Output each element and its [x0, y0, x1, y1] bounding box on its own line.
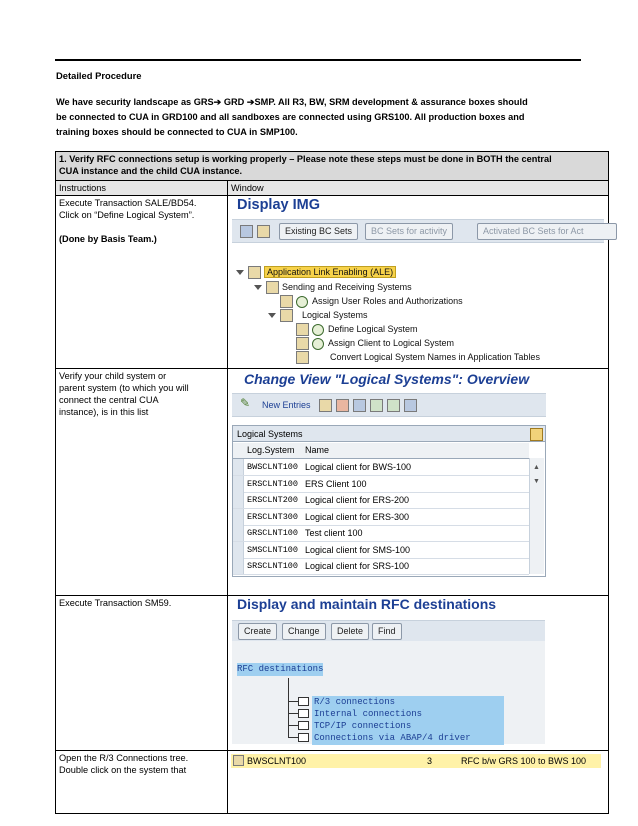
tree-node-convert-names[interactable]: [296, 351, 540, 364]
select-all-icon[interactable]: [370, 399, 383, 412]
window-cell-display-img: [228, 196, 609, 369]
document-icon: [266, 281, 279, 294]
rfc-entry-panel: [228, 751, 608, 811]
document-icon: [296, 337, 309, 350]
instruction-cell: [56, 369, 228, 596]
define-logical-system-label: Define Logical System: [328, 324, 418, 334]
procedure-table: [55, 151, 609, 814]
grid-scrollbar[interactable]: [529, 458, 544, 574]
section-title-line-2: CUA instance and the child CUA instance.: [59, 166, 243, 176]
document-icon: [296, 351, 309, 364]
log-system-cell: ERSCLNT100: [247, 478, 299, 489]
expand-icon[interactable]: [236, 270, 244, 275]
intro-line-2: be connected to CUA in GRD100 and all sandboxes are connected using GRS100. All production boxes and: [56, 112, 525, 122]
rfc-node-label: Internal connections: [312, 708, 504, 721]
table-row[interactable]: [233, 509, 529, 526]
name-cell: Logical client for SRS-100: [305, 561, 410, 571]
log-system-cell: GRSCLNT100: [247, 528, 299, 538]
tree-branch: [288, 725, 298, 726]
rfc-toolbar: [232, 620, 545, 643]
document-icon: [248, 266, 261, 279]
execute-clock-icon[interactable]: [312, 324, 324, 336]
new-entries-button[interactable]: New Entries: [262, 400, 311, 410]
tree-node-assign-roles[interactable]: [280, 295, 463, 308]
instruction-cell: [56, 596, 228, 751]
row-selector[interactable]: [233, 492, 244, 508]
name-cell: Logical client for BWS-100: [305, 462, 412, 472]
bc-sets-activity-button[interactable]: [365, 223, 453, 240]
name-cell: Test client 100: [305, 528, 363, 538]
instruction-cell: [56, 196, 228, 369]
log-system-cell: ERSCLNT300: [247, 511, 299, 522]
row-selector[interactable]: [233, 459, 244, 475]
page-heading: Detailed Procedure: [56, 70, 142, 81]
display-img-toolbar: [232, 219, 604, 243]
window-cell-logical-systems: [228, 369, 609, 596]
instruction-text: Double click on the system that: [59, 765, 187, 775]
instruction-cell: [56, 751, 228, 814]
table-row[interactable]: [233, 525, 529, 542]
copy-icon[interactable]: [319, 399, 332, 412]
expand-icon[interactable]: [268, 313, 276, 318]
log-system-cell: ERSCLNT200: [247, 495, 299, 505]
intro-line-3: training boxes should be connected to CUA in SMP100.: [56, 127, 298, 137]
folder-icon[interactable]: [298, 721, 309, 730]
rfc-node-label: TCP/IP connections: [312, 720, 504, 733]
folder-icon[interactable]: [298, 709, 309, 718]
tree-branch: [288, 737, 298, 738]
row-selector[interactable]: [233, 509, 244, 525]
execute-clock-icon[interactable]: [296, 296, 308, 308]
rfc-panel: [228, 596, 608, 748]
sending-node-label: Sending and Receiving Systems: [282, 282, 412, 292]
change-button[interactable]: Change: [282, 623, 326, 640]
table-row[interactable]: [233, 476, 529, 493]
rfc-node-label: R/3 connections: [312, 696, 504, 709]
activated-bc-sets-label: Activated BC Sets for Act: [483, 226, 584, 236]
instruction-text: Open the R/3 Connections tree.: [59, 753, 189, 763]
window-cell-rfc-entry: [228, 751, 609, 814]
instruction-text: Click on “Define Logical System”.: [59, 210, 195, 220]
instruction-note: (Done by Basis Team.): [59, 234, 157, 244]
column-header-window: Window: [228, 181, 609, 196]
row-selector[interactable]: [233, 525, 244, 541]
assign-client-label: Assign Client to Logical System: [328, 338, 455, 348]
rfc-root-node[interactable]: RFC destinations: [237, 664, 324, 674]
section-title-line-1: 1. Verify RFC connections setup is working properly – Please note these steps must be done in BOTH the central: [59, 154, 552, 164]
tree-node-logical-systems[interactable]: [268, 309, 368, 322]
name-cell: Logical client for SMS-100: [305, 544, 411, 555]
deselect-icon[interactable]: [404, 399, 417, 412]
existing-bc-sets-button[interactable]: Existing BC Sets: [279, 223, 358, 240]
log-system-cell: SRSCLNT100: [247, 561, 299, 571]
row-selector[interactable]: [233, 542, 244, 558]
save-icon[interactable]: [336, 399, 349, 412]
rfc-title: Display and maintain RFC destinations: [237, 596, 497, 612]
rfc-entry-row[interactable]: [231, 754, 601, 768]
logical-systems-panel: [228, 369, 608, 593]
row-selector[interactable]: [233, 558, 244, 574]
table-row[interactable]: [233, 558, 529, 575]
rfc-tree-node[interactable]: [288, 732, 504, 745]
window-cell-rfc: [228, 596, 609, 751]
instruction-text: Execute Transaction SM59.: [59, 598, 172, 608]
instruction-text: connect the central CUA: [59, 395, 159, 405]
assign-roles-label: Assign User Roles and Authorizations: [312, 296, 463, 306]
section-title: [56, 152, 609, 181]
delete-button[interactable]: Delete: [331, 623, 369, 640]
expand-icon[interactable]: [254, 285, 262, 290]
select-block-icon[interactable]: [387, 399, 400, 412]
log-system-cell: SMSCLNT100: [247, 544, 299, 555]
log-system-cell: BWSCLNT100: [247, 462, 299, 472]
instruction-text: instance), is in this list: [59, 407, 149, 417]
grid-header: [233, 443, 529, 459]
undo-icon[interactable]: [353, 399, 366, 412]
grid-panel-title: Logical Systems: [233, 426, 545, 442]
name-cell: ERS Client 100: [305, 478, 367, 489]
column-header-instructions: Instructions: [56, 181, 228, 196]
execute-clock-icon[interactable]: [312, 338, 324, 350]
logical-systems-grid: [232, 425, 546, 577]
tree-node-define-logical-system[interactable]: [296, 323, 418, 336]
activated-bc-sets-button[interactable]: [477, 223, 617, 240]
logical-systems-title: Change View "Logical Systems": Overview: [244, 371, 530, 387]
glasses-icon[interactable]: [240, 225, 253, 238]
tree-node-assign-client[interactable]: [296, 337, 454, 350]
instruction-text: parent system (to which you will: [59, 383, 189, 393]
folder-icon[interactable]: [298, 733, 309, 742]
logical-systems-toolbar: [232, 393, 546, 417]
pencil-icon[interactable]: ✎: [240, 396, 251, 410]
convert-names-label: Convert Logical System Names in Application Tables: [330, 352, 540, 362]
table-row[interactable]: [233, 542, 529, 559]
document-icon: [280, 295, 293, 308]
ale-node-label: Application Link Enabling (ALE): [264, 266, 396, 278]
tree-node-ale[interactable]: [236, 266, 396, 279]
rfc-entry-type: 3: [427, 756, 433, 766]
column-header-name[interactable]: Name: [305, 445, 330, 455]
column-settings-icon[interactable]: [530, 428, 543, 441]
column-header-log-system[interactable]: Log.System: [247, 445, 295, 455]
rfc-entry-name: BWSCLNT100: [247, 756, 307, 766]
top-rule: [55, 59, 581, 61]
tree-node-sending[interactable]: [254, 281, 412, 294]
document-icon: [296, 323, 309, 336]
document-icon: [233, 755, 244, 766]
create-button[interactable]: Create: [238, 623, 277, 640]
instruction-text: Execute Transaction SALE/BD54.: [59, 198, 197, 208]
scroll-down-icon[interactable]: ▼: [533, 478, 540, 485]
rfc-entry-description: RFC b/w GRS 100 to BWS 100: [461, 756, 587, 766]
folder-icon[interactable]: [298, 697, 309, 706]
tree-branch: [288, 701, 298, 702]
logical-systems-label: Logical Systems: [302, 310, 368, 320]
display-img-panel: [228, 196, 608, 366]
display-img-title: Display IMG: [237, 197, 320, 213]
instruction-text: Verify your child system or: [59, 371, 167, 381]
document-icon: [280, 309, 293, 322]
find-button[interactable]: Find: [372, 623, 402, 640]
print-icon[interactable]: [257, 225, 270, 238]
rfc-node-label: Connections via ABAP/4 driver: [312, 732, 504, 745]
name-cell: Logical client for ERS-200: [305, 495, 410, 505]
bc-sets-activity-label: BC Sets for activity: [371, 226, 448, 236]
name-cell: Logical client for ERS-300: [305, 511, 410, 522]
scroll-up-icon[interactable]: ▲: [533, 464, 540, 471]
table-row[interactable]: [233, 459, 529, 476]
table-row[interactable]: [233, 492, 529, 509]
intro-line-1: We have security landscape as GRS➔ GRD ➔SMP. All R3, BW, SRM development & assurance boxes should: [56, 97, 528, 107]
tree-branch: [288, 713, 298, 714]
row-selector[interactable]: [233, 476, 244, 492]
